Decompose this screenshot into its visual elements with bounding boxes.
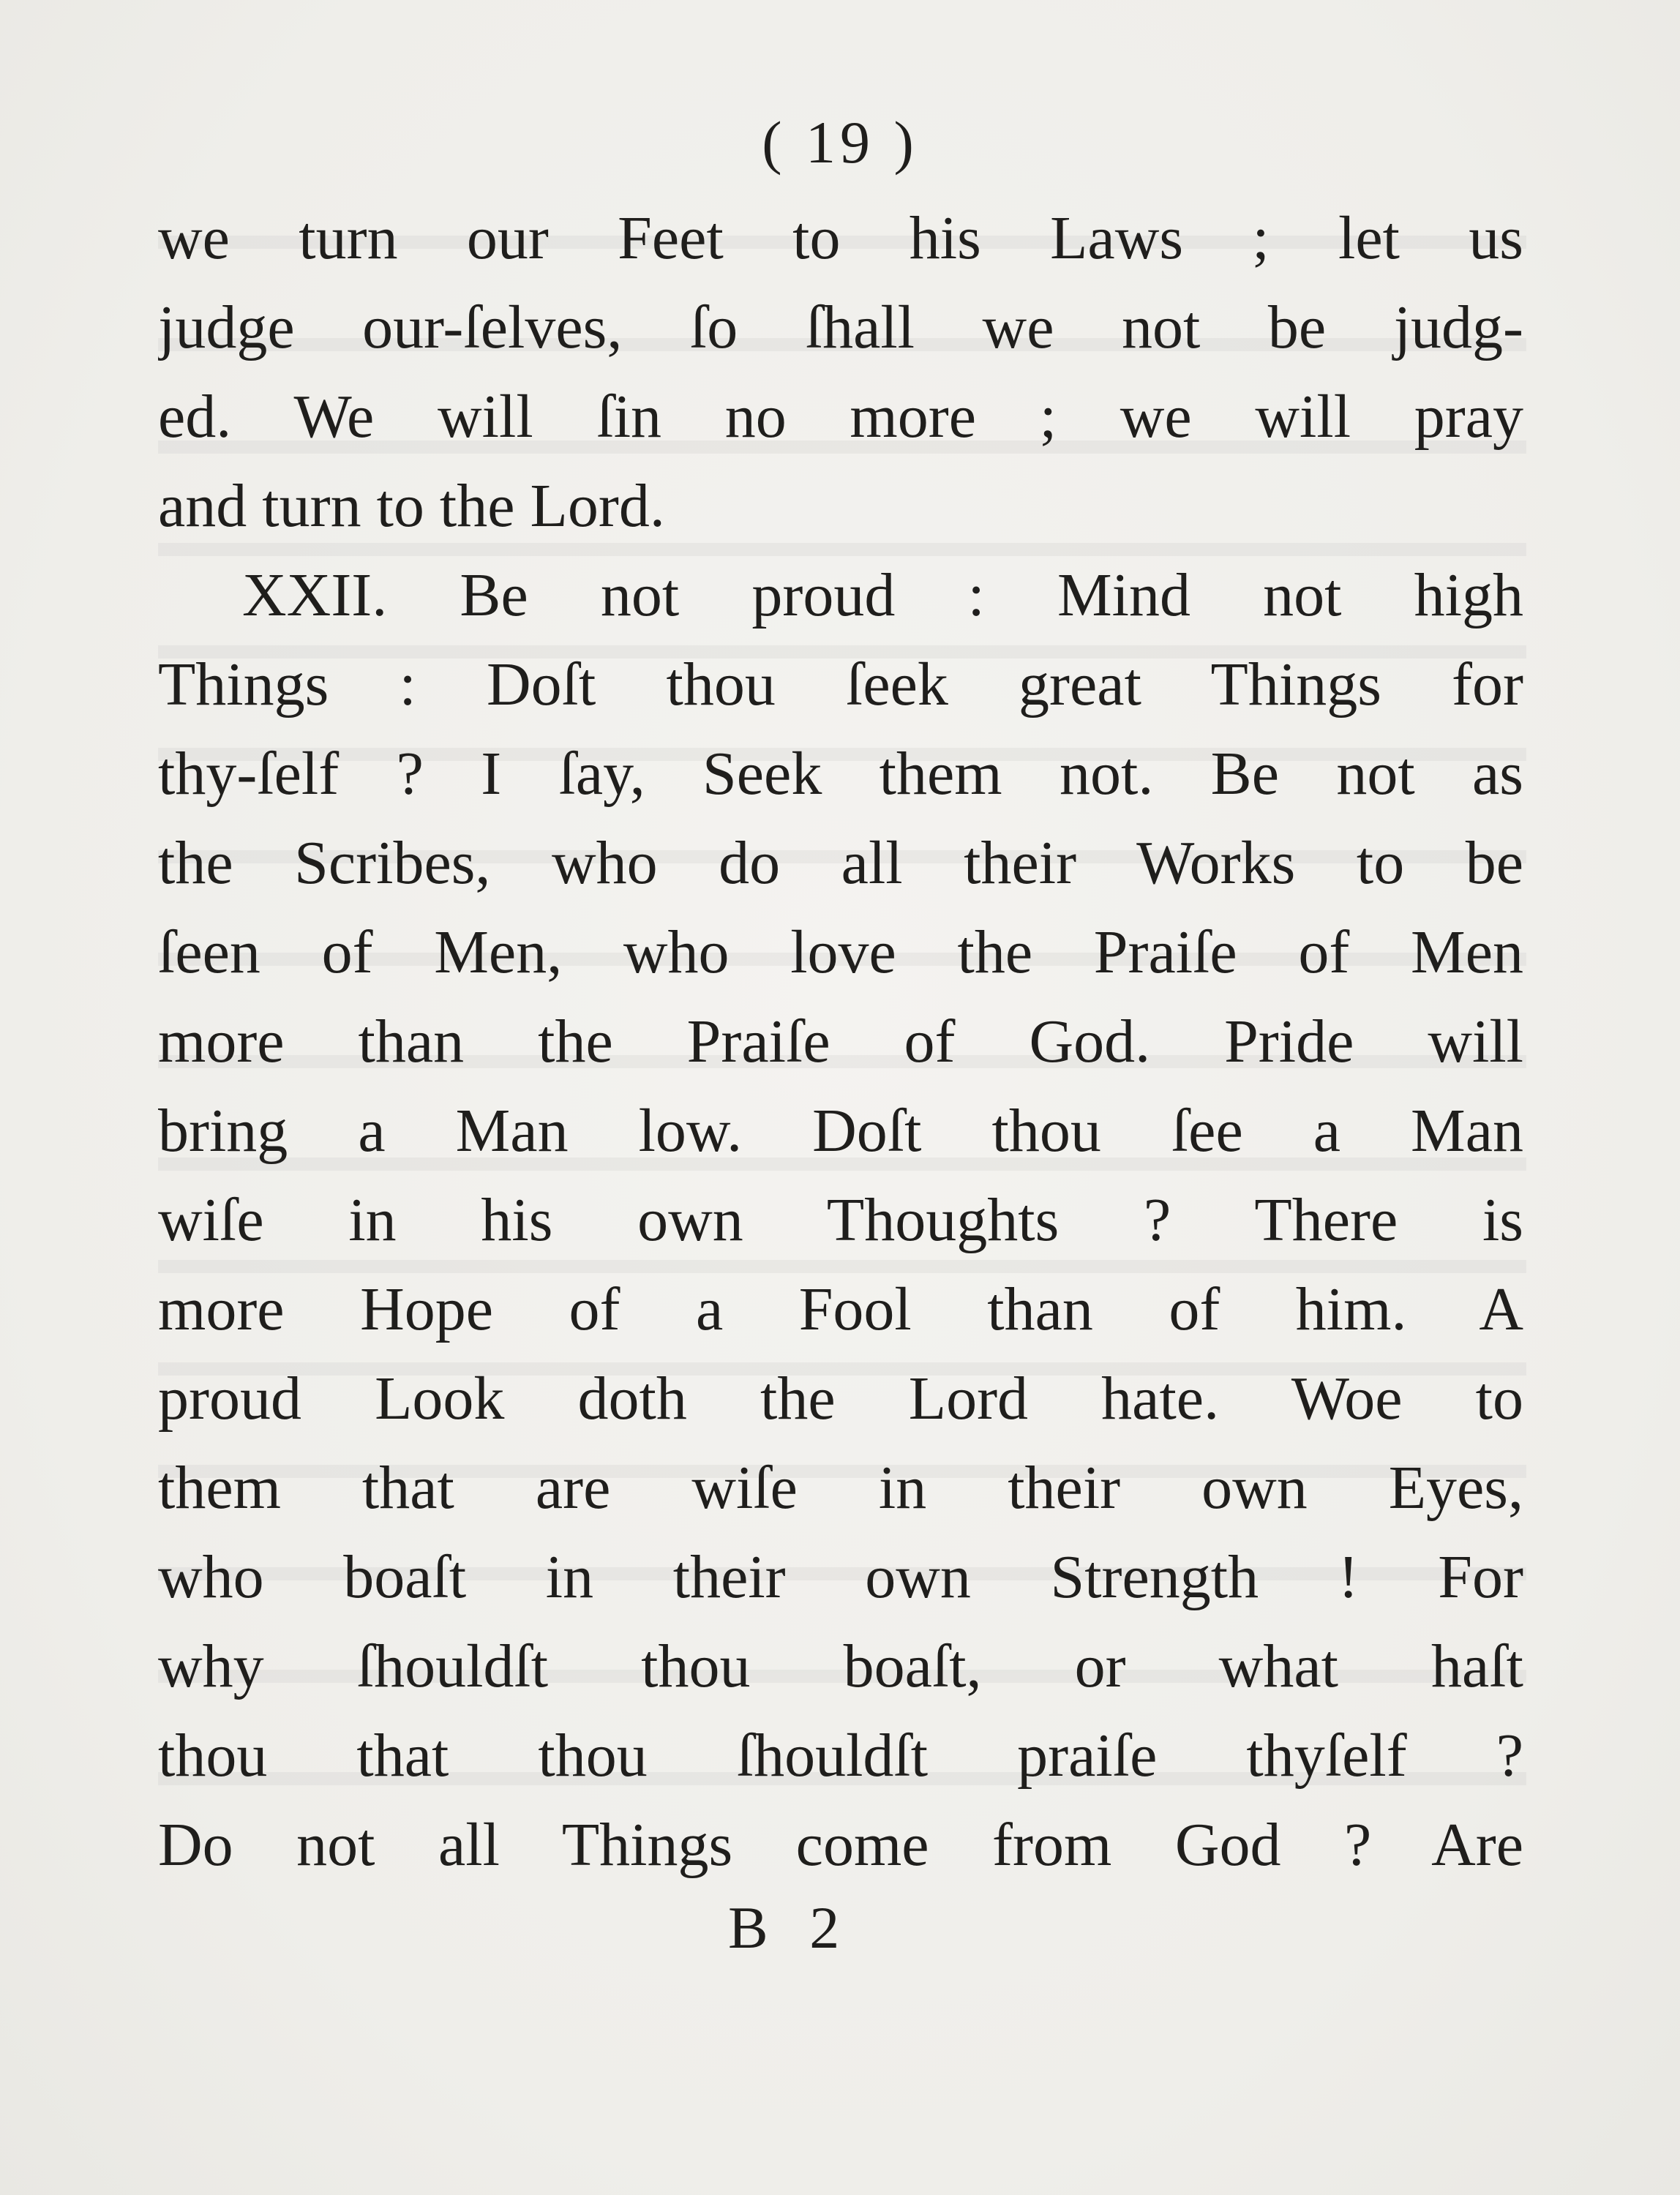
text-line: the Scribes, who do all their Works to be [158,829,1523,897]
paragraph-1 [158,194,1523,551]
text-line: we turn our Feet to his Laws ; let us [158,204,1523,272]
body-text [158,194,1523,1890]
text-line: thy-ſelf ? I ſay, Seek them not. Be not as [158,740,1523,808]
text-line: judge our-ſelves, ſo ſhall we not be judg- [158,293,1523,361]
text-line: Do not all Things come from God ? Are [158,1811,1523,1879]
text-line: more than the Praiſe of God. Pride will [158,1008,1523,1076]
text-line: bring a Man low. Doſt thou ſee a Man [158,1097,1523,1165]
text-line: ſeen of Men, who love the Praiſe of Men [158,918,1523,986]
text-line: Things : Doſt thou ſeek great Things for [158,650,1523,718]
text-line: thou that thou ſhouldſt praiſe thyſelf ? [158,1722,1523,1790]
text-line: who boaſt in their own Strength ! For [158,1543,1523,1611]
text-line: more Hope of a Fool than of him. A [158,1275,1523,1343]
signature-mark: B 2 [728,1894,853,1961]
text-line: and turn to the Lord. [158,472,665,540]
text-line: them that are wiſe in their own Eyes, [158,1454,1523,1522]
text-line: ed. We will ſin no more ; we will pray [158,383,1523,451]
page-number: ( 19 ) [762,109,918,176]
text-line: proud Look doth the Lord hate. Woe to [158,1365,1523,1433]
text-line: why ſhouldſt thou boaſt, or what haſt [158,1632,1523,1700]
paragraph-2 [158,551,1523,1890]
text-line: wiſe in his own Thoughts ? There is [158,1186,1523,1254]
text-line: XXII. Be not proud : Mind not high [242,561,1523,629]
